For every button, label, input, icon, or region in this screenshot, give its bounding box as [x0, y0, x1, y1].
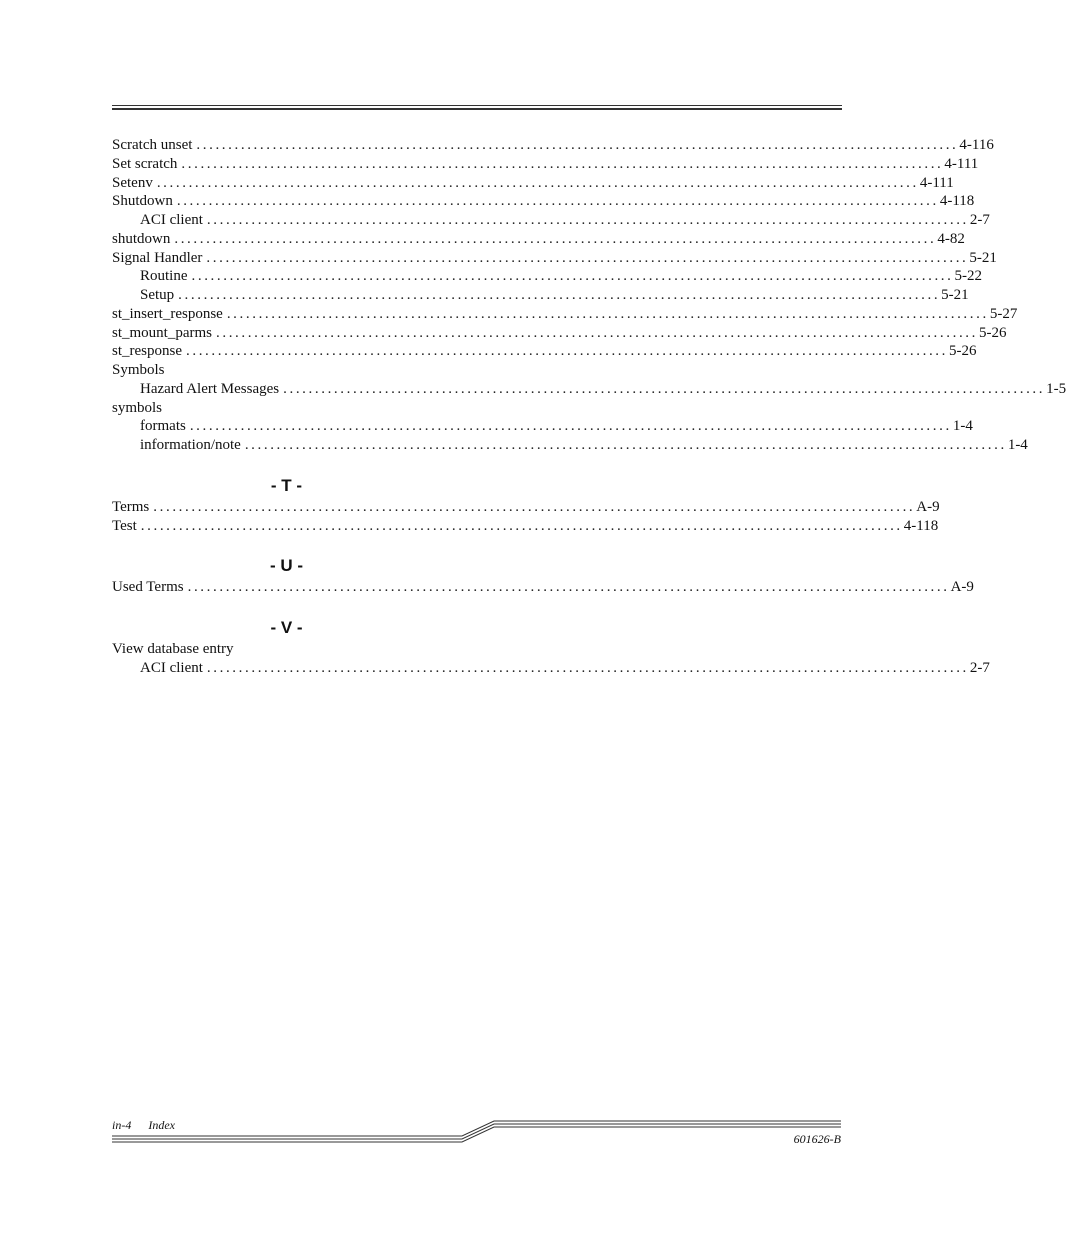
section-letter-heading: - V - — [270, 618, 303, 637]
index-page-ref: A-9 — [916, 498, 940, 515]
index-page-ref: 5-26 — [979, 324, 1007, 341]
footer-page-number: in-4 — [112, 1118, 132, 1132]
index-term: Shutdown — [112, 193, 173, 210]
index-page-ref: 4-111 — [944, 155, 979, 172]
dot-leader: ........................................................................................................................ — [206, 659, 969, 676]
index-heading: symbols — [112, 399, 163, 416]
index-page-ref: A-9 — [950, 579, 974, 596]
dot-leader: ........................................................................................................................ — [191, 268, 954, 285]
footer-doc-number: 601626-B — [793, 1132, 841, 1146]
index-page-ref: 4-111 — [919, 174, 954, 191]
section-letter-heading: - U - — [269, 556, 304, 576]
index-term: Test — [112, 517, 137, 534]
dot-leader: ........................................................................................................................ — [156, 174, 919, 191]
index-term: Routine — [140, 268, 188, 285]
index-page-ref: 4-118 — [939, 193, 975, 210]
index-page-ref: 1-5 — [1046, 380, 1066, 397]
footer-section-title: Index — [148, 1118, 175, 1132]
dot-leader: ........................................................................................................................ — [176, 193, 939, 210]
dot-leader: ........................................................................................................................ — [283, 380, 1046, 397]
index-term: Set scratch — [112, 155, 178, 172]
index-page-ref: 2-7 — [969, 212, 990, 228]
dot-leader: ........................................................................................................................ — [174, 230, 937, 247]
section-letter-heading: - T - — [270, 475, 303, 495]
dot-leader: ........................................................................................................................ — [140, 517, 903, 534]
dot-leader: ........................................................................................................................ — [244, 437, 1007, 453]
index-page-ref: 5-26 — [949, 343, 977, 360]
index-page-ref: 1-4 — [952, 418, 973, 435]
index-term: st_insert_response — [112, 305, 223, 322]
index-term: Hazard Alert Messages — [140, 380, 280, 397]
index-term: Setenv — [112, 174, 153, 191]
dot-leader: ........................................................................................................................ — [187, 579, 950, 596]
footer-left-text — [112, 1118, 189, 1132]
index-page-ref: 2-7 — [969, 659, 990, 676]
index-heading: View database entry — [112, 641, 234, 657]
index-term: Used Terms — [112, 579, 184, 596]
index-term: st_mount_parms — [112, 324, 212, 341]
dot-leader: ........................................................................................................................ — [206, 212, 969, 228]
index-page-ref: 4-82 — [937, 230, 965, 247]
index-term: information/note — [140, 437, 241, 453]
index-term: st_response — [112, 343, 182, 360]
dot-leader: ........................................................................................................................ — [196, 137, 959, 153]
index-heading: Symbols — [112, 362, 165, 378]
index-term: Setup — [140, 287, 175, 303]
index-term: Terms — [112, 498, 150, 515]
index-page-ref: 1-4 — [1007, 437, 1028, 453]
dot-leader: ........................................................................................................................ — [178, 287, 941, 303]
index-term: Signal Handler — [112, 249, 203, 266]
index-page-ref: 4-118 — [903, 517, 939, 534]
dot-leader: ........................................................................................................................ — [189, 418, 952, 435]
dot-leader: ........................................................................................................................ — [153, 498, 916, 515]
index-term: shutdown — [112, 230, 171, 247]
dot-leader: ........................................................................................................................ — [181, 155, 944, 172]
index-page-ref: 5-22 — [954, 268, 982, 285]
index-term: ACI client — [140, 212, 203, 228]
dot-leader: ........................................................................................................................ — [216, 324, 978, 341]
index-term: Scratch unset — [112, 137, 193, 153]
index-page-ref: 5-21 — [941, 287, 969, 303]
index-page-ref: 4-116 — [959, 137, 994, 153]
index-page-ref: 5-27 — [989, 305, 1018, 322]
dot-leader: ........................................................................................................................ — [186, 343, 948, 360]
dot-leader: ........................................................................................................................ — [206, 249, 969, 266]
index-page-ref: 5-21 — [969, 249, 997, 266]
index-term: formats — [140, 418, 186, 435]
dot-leader: ........................................................................................................................ — [226, 305, 989, 322]
index-term: ACI client — [140, 659, 203, 676]
